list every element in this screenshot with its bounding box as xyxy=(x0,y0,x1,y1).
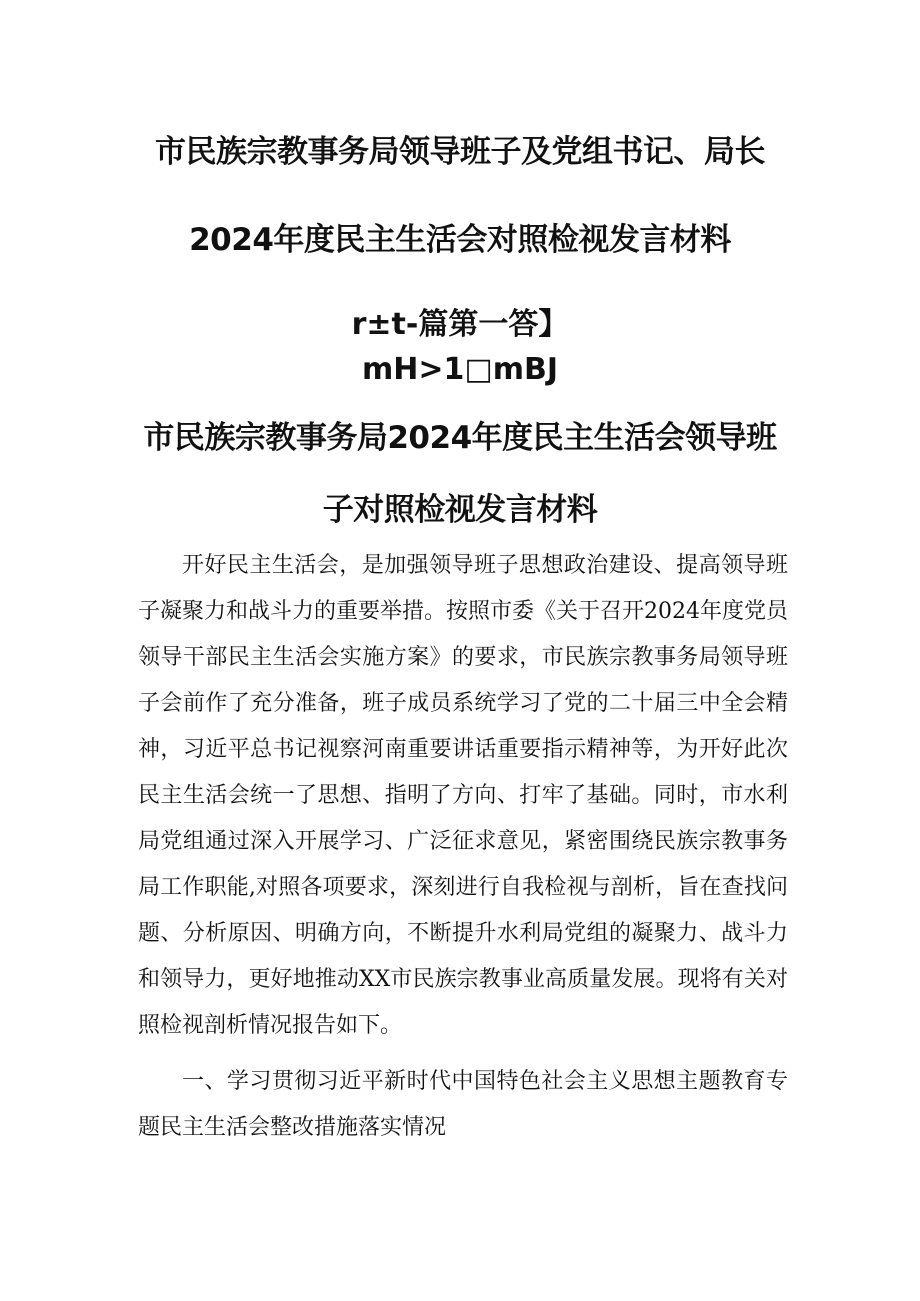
document-subtitle-line-2: 子对照检视发言材料 xyxy=(322,492,598,528)
document-body xyxy=(138,543,788,1151)
document-title-line-2: 2024年度民主生活会对照检视发言材料 xyxy=(189,222,731,258)
body-paragraph-section-heading: 一、学习贯彻习近平新时代中国特色社会主义思想主题教育专题民主生活会整改措施落实情况 xyxy=(138,1069,788,1140)
document-subtitle-line-1: 市民族宗教事务局2024年度民主生活会领导班 xyxy=(143,420,777,456)
document-title-line-1: 市民族宗教事务局领导班子及党组书记、局长 xyxy=(155,134,765,170)
body-paragraph-intro: 开好民主生活会，是加强领导班子思想政治建设、提高领导班子凝聚力和战斗力的重要举措。按照市委《关于召开2024年度党员领导干部民主生活会实施方案》的要求，市民族宗教事务局领导班子会前作了充分准备，班子成员系统学习了党的二十届三中全会精神，习近平总书记视察河南重要讲话重要指示精神等，为开好此次民主生活会统一了思想、指明了方向、打牢了基础。同时，市水利局党组通过深入开展学习、广泛征求意见，紧密围绕民族宗教事务局工作职能,对照各项要求，深刻进行自我检视与剖析，旨在查找问题、分析原因、明确方向，不断提升水利局党组的凝聚力、战斗力和领导力，更好地推动XX市民族宗教事业高质量发展。现将有关对照检视剖析情况报告如下。 xyxy=(138,553,788,1038)
garbled-heading-line-1: r±t-篇第一答】 xyxy=(351,307,569,342)
garbled-heading-line-2: mH>1□mBJ xyxy=(361,352,558,387)
